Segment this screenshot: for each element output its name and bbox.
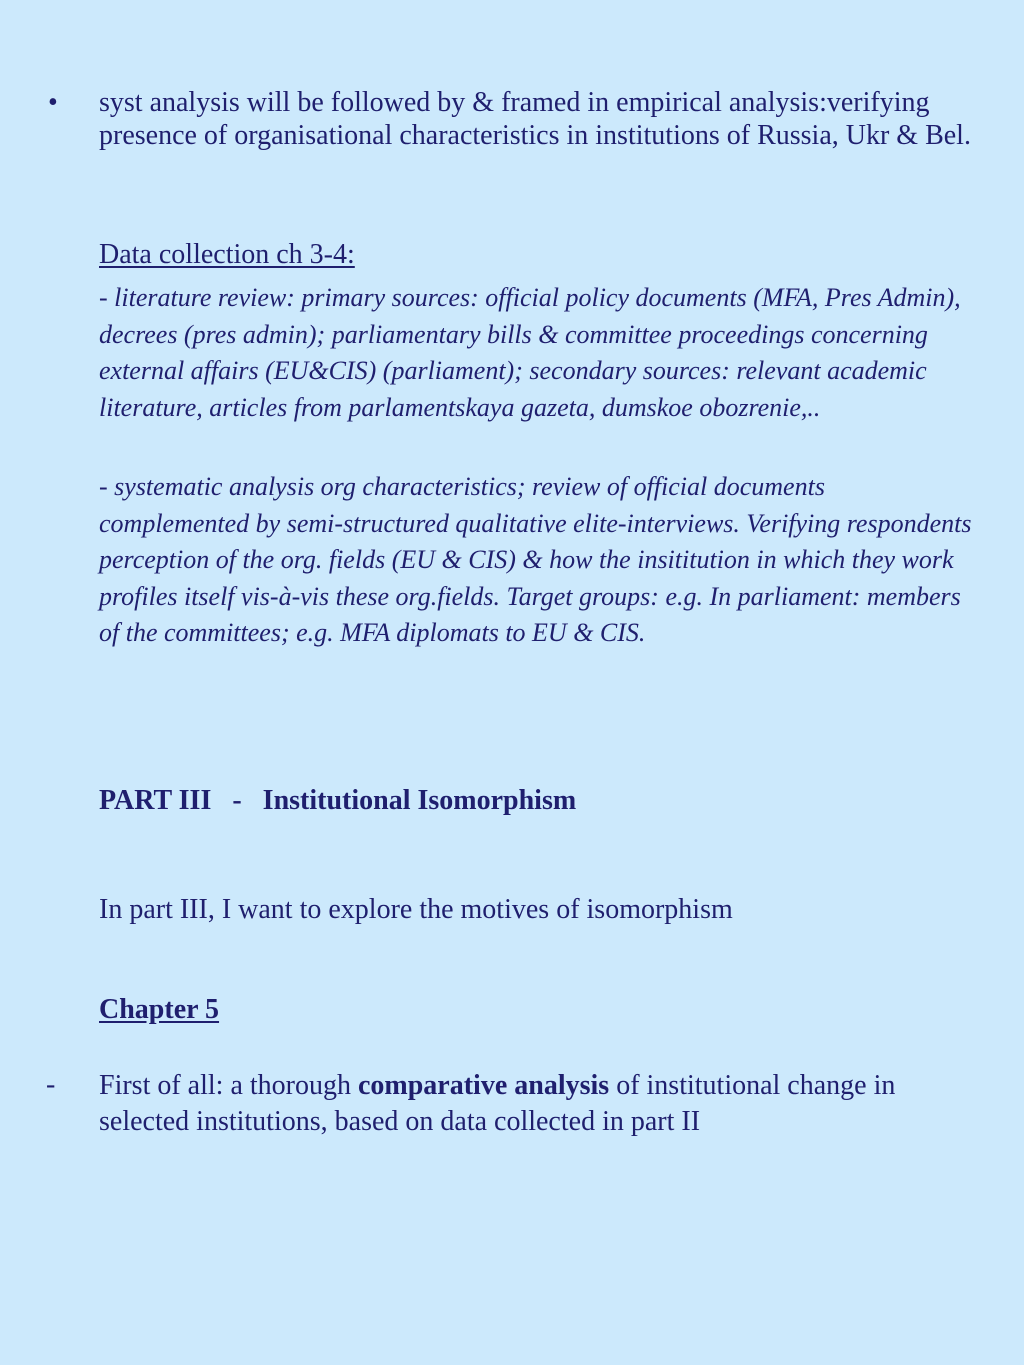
part-intro: In part III, I want to explore the motives of isomorphism <box>99 894 733 925</box>
bullet-marker: • <box>48 87 58 118</box>
data-collection-heading: Data collection ch 3-4: <box>99 239 355 270</box>
chapter-item-text <box>99 1068 979 1140</box>
chapter-item-text-end: of institutional change in selected institutions, based on data collected in part II <box>99 1070 896 1137</box>
systematic-analysis-paragraph: - systematic analysis org characteristics; review of official documents complemented by semi-structured qualitative elite-interviews. Verifying respondents perception of the org. fields (EU & CIS) & how the insititution in which they work profiles itself vis-à-vis these org.fields. Target groups: e.g. In parliament: members of the committees; e.g. MFA diplomats to EU & CIS. <box>99 472 972 647</box>
bullet-text: syst analysis will be followed by & framed in empirical analysis:verifying presence of organisational characteristics in institutions of Russia, Ukr & Bel. <box>99 87 971 151</box>
literature-review-paragraph: - literature review: primary sources: official policy documents (MFA, Pres Admin), decrees (pres admin); parliamentary bills & committee proceedings concerning external affairs (EU&CIS) (parliament); secondary sources: relevant academic literature, articles from parlamentskaya gazeta, dumskoe obozrenie,.. <box>99 283 961 422</box>
chapter-heading: Chapter 5 <box>99 994 220 1025</box>
chapter-item-text-start: First of all: a thorough <box>99 1070 358 1101</box>
dash-marker: - <box>46 1069 56 1100</box>
comparative-analysis-emphasis: comparative analysis <box>357 1070 610 1101</box>
part-title: PART III - Institutional Isomorphism <box>99 785 577 816</box>
